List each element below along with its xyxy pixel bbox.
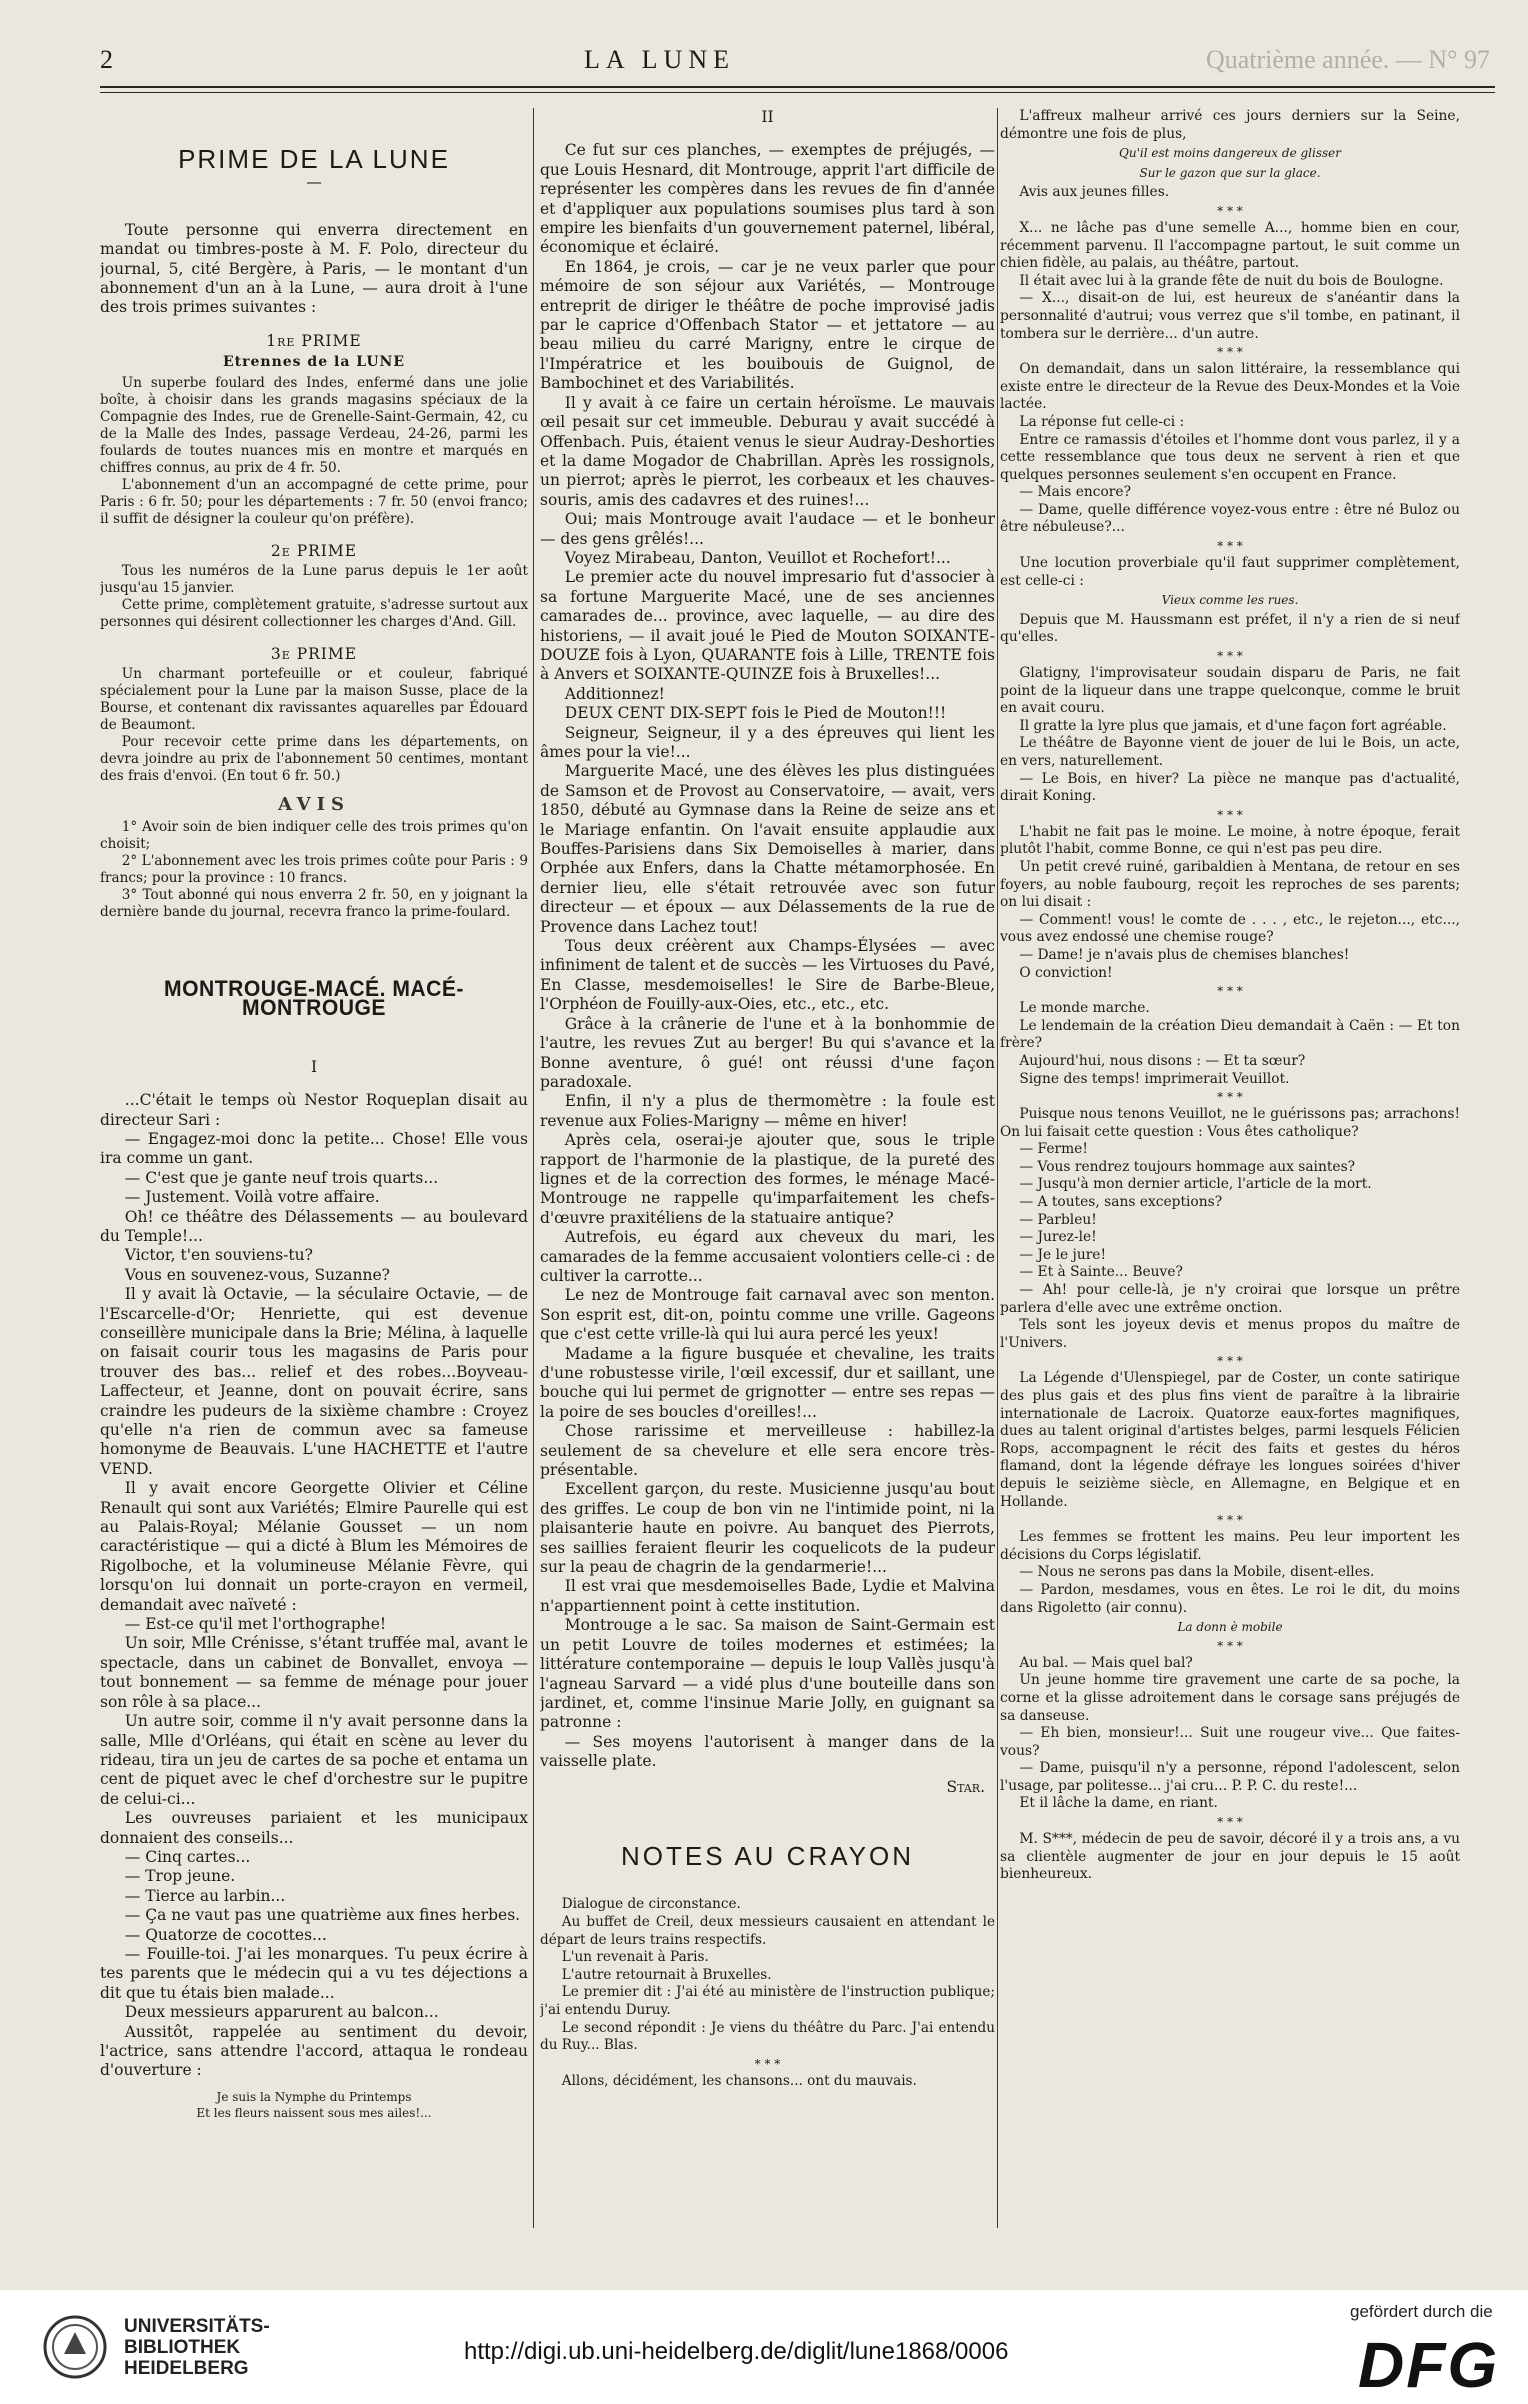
quote-line: La donn è mobile — [1177, 1620, 1283, 1635]
chapter-number-2: II — [761, 108, 774, 126]
note-paragraph: — Pardon, mesdames, vous en êtes. Le roi le dit, du moins dans Rigoletto (air connu). — [1000, 1581, 1460, 1616]
story-paragraph: Le nez de Montrouge fait carnaval avec son menton. Son esprit est, dit-on, pointu comme une vrille. Gageons que c'est cette vrille-là qui lui aura percé les yeux! — [540, 1286, 995, 1344]
chapter-number-1: I — [310, 1057, 318, 1076]
uni-line-2: BIBLIOTHEK — [124, 2336, 241, 2358]
story-title: MONTROUGE-MACÉ. MACÉ-MONTROUGE — [164, 975, 464, 1021]
note-paragraph: — Eh bien, monsieur!... Suit une rougeur vive... Que faites-vous? — [1000, 1725, 1460, 1759]
story-paragraph: Ce fut sur ces planches, — exemptes de préjugés, — que Louis Hesnard, dit Montrouge, apprit l'art difficile de représenter les compères dans les revues de fin d'année et d'appliquer aux populations soumises plus tard à son empire les bienfaits d'un gouvernement paternel, libéral, économique et éclairé. — [540, 141, 995, 257]
story-paragraph: — Ses moyens l'autorisent à manger dans de la vaisselle plate. — [540, 1732, 995, 1771]
note-paragraph: Depuis que M. Haussmann est préfet, il n'y a rien de si neuf qu'elles. — [1000, 611, 1460, 646]
note-paragraph: Il était avec lui à la grande fête de nuit du bois de Boulogne. — [1019, 272, 1444, 289]
story-paragraph: Un soir, Mlle Crénisse, s'étant truffée mal, avant le spectacle, dans un cabinet de Bonvallet, envoya — tout bonnement — sa femme de ménage pour jouer son rôle à sa place... — [100, 1634, 528, 1711]
prime-title: PRIME DE LA LUNE — [178, 144, 450, 174]
prime3-text: Un charmant portefeuille or et couleur, fabriqué spécialement pour la Lune par la maison Susse, place de la Bourse, et contenant dix ravissantes aquarelles par Édouard de Beaumont. — [100, 666, 528, 734]
story-paragraph: Victor, t'en souviens-tu? — [124, 1246, 313, 1265]
prime1-subheading: Etrennes de la LUNE — [222, 354, 406, 371]
note-paragraph: X... ne lâche pas d'une semelle A..., homme bien en cour, récemment parvenu. Il l'accompagne partout, le suit comme un chien fidèle, au palais, au théâtre, partout. — [1000, 219, 1460, 272]
note-paragraph: Une locution proverbiale qu'il faut supprimer complètement, est celle-ci : — [1000, 555, 1460, 589]
uni-line-1: UNIVERSITÄTS- — [124, 2315, 270, 2337]
verse-line-2: Et les fleurs naissent sous mes ailes!... — [196, 2105, 432, 2120]
quote-line: Vieux comme les rues. — [1161, 593, 1299, 608]
note-paragraph: Aujourd'hui, nous disons : — Et ta sœur? — [1019, 1052, 1306, 1069]
note-paragraph: — Jurez-le! — [1019, 1229, 1097, 1246]
note-paragraph: — A toutes, sans exceptions? — [1019, 1194, 1223, 1211]
note-paragraph: — Dame, quelle différence voyez-vous entre : être né Buloz ou être nébuleuse?... — [1000, 501, 1460, 536]
section-separator: * * * — [1217, 1354, 1243, 1369]
story-paragraph: Un autre soir, comme il n'y avait personne dans la salle, Mlle d'Orléans, qui était en scène au lever du rideau, tira un jeu de cartes de sa poche et entama un cent de piquet avec le chef d'orchestre sur le pupitre de celui-ci... — [100, 1712, 528, 1808]
page-header — [100, 40, 1490, 80]
story-paragraph: Chose rarissime et merveilleuse : habillez-la seulement de sa chevelure et elle sera encore très-présentable. — [540, 1422, 995, 1480]
prime2-text2: Cette prime, complètement gratuite, s'adresse surtout aux personnes qui désirent collectionner les charges d'And. Gill. — [100, 597, 528, 631]
verse-line: Sur le gazon que sur la glace. — [1139, 165, 1321, 180]
note-paragraph: La réponse fut celle-ci : — [1019, 413, 1185, 430]
story-paragraph: En 1864, je crois, — car je ne veux parler que pour mémoire de son séjour aux Variétés, — Montrouge entreprit de diriger le théâtre de poche improvisé jadis par le caprice d'Offenbach Stator — et jettatore — au beau milieu du carré Marigny, entre le cirque de l'Impératrice et les bouibouis de Guignol, de Bambochinet et des Variabilités. — [540, 257, 995, 393]
story-paragraph: Il y avait à ce faire un certain héroïsme. Le mauvais œil pesait sur cet immeuble. Deburau y avait succédé à Offenbach. Puis, étaient venus le sieur Audray-Deshorties et la dame Mogador de Chabrillan. Après les rossignols, un pierrot; après le pierrot, les corbeaux et les chauves-souris, amis des cadavres et des ruines!... — [540, 393, 995, 509]
note-paragraph: — X..., disait-on de lui, est heureux de s'anéantir dans la personnalité d'autrui; vous verrez que s'il tombe, en patinant, il tombera sur le derrière... d'un autre. — [1000, 290, 1460, 342]
permalink-url[interactable]: http://digi.ub.uni-heidelberg.de/diglit/lune1868/0006 — [464, 2338, 1009, 2365]
prime-intro: Toute personne qui enverra directement en mandat ou timbres-poste à M. F. Polo, directeur du journal, 5, cité Bergère, à Paris, — le montant d'un abonnement d'un an à la Lune, — aura droit à l'une des trois primes suivantes : — [100, 220, 528, 317]
note-paragraph: Glatigny, l'improvisateur soudain disparu de Paris, ne fait point de la liqueur dans une trappe quelconque, comme le bruit en avait couru. — [1000, 665, 1460, 717]
note-paragraph: M. S***, médecin de peu de savoir, décoré il y a trois ans, a vu sa clientèle augmenter de jour en jour depuis le 15 août bienheureux. — [1000, 1831, 1460, 1883]
story-paragraph: — Trop jeune. — [124, 1867, 236, 1886]
masthead-title: LA LUNE — [583, 45, 735, 74]
note-paragraph: Le premier dit : J'ai été au ministère de l'instruction publique; j'ai entendu Duruy. — [540, 1984, 995, 2018]
note-paragraph: Le monde marche. — [1019, 1000, 1150, 1017]
uni-line-3: HEIDELBERG — [124, 2357, 249, 2379]
note-paragraph: L'un revenait à Paris. — [561, 1949, 709, 1966]
story-paragraph: Tous deux créèrent aux Champs-Élysées — avec infiniment de talent et de succès — les Virtuoses du Pavé, En Classe, mesdemoiselles! le Sire de Barbe-Bleue, l'Orphéon de Fouilly-aux-Oies, etc., etc., etc. — [540, 937, 995, 1014]
section-separator: * * * — [1217, 1638, 1243, 1653]
prime2-text: Tous les numéros de la Lune parus depuis le 1er août jusqu'au 15 janvier. — [100, 563, 528, 597]
column-3 — [1000, 108, 1460, 2233]
university-library-logo[interactable] — [42, 2314, 270, 2380]
note-paragraph: — Vous rendrez toujours hommage aux saintes? — [1019, 1158, 1356, 1175]
story-paragraph: DEUX CENT DIX-SEPT fois le Pied de Mouton!!! — [564, 704, 947, 723]
note-paragraph: — Et à Sainte... Beuve? — [1019, 1264, 1183, 1281]
story-paragraph: Marguerite Macé, une des élèves les plus distinguées de Samson et de Provost au Conservatoire, — avait, vers 1850, débuté au Gymnase dans la Reine de seize ans et le Mariage enfantin. On l'avait ensuite applaudie aux Bouffes-Parisiens dans Six Demoiselles à marier, dans Orphée aux Enfers, dans la Chatte métamorphosée. En dernier lieu, elle s'était retrouvée avec son futur directeur — et époux — aux Délassements de la rue de Provence dans Lachez tout! — [540, 762, 995, 936]
note-paragraph: — Parbleu! — [1019, 1211, 1097, 1228]
avis-heading: AVIS — [277, 794, 351, 816]
story-paragraph: — Quatorze de cocottes... — [124, 1925, 327, 1944]
column-2 — [540, 108, 995, 2233]
note-paragraph: L'habit ne fait pas le moine. Le moine, à notre époque, ferait plutôt l'habit, comme Bonne, ce qui n'est pas peu dire. — [1000, 823, 1460, 858]
story-paragraph: — Justement. Voilà votre affaire. — [124, 1188, 380, 1207]
note-paragraph: Et il lâche la dame, en riant. — [1019, 1795, 1218, 1812]
story-paragraph: Il est vrai que mesdemoiselles Bade, Lydie et Malvina n'appartiennent point à cette institution. — [540, 1577, 995, 1615]
story-paragraph: Montrouge a le sac. Sa maison de Saint-Germain est un petit Louvre de toiles modernes et estimées; la littérature contemporaine — depuis le loup Vallès jusqu'à l'agneau Sarvard — a vidé plus d'une bouteille dans son jardinet, et, comme l'insinue Marie Jolly, en guignant sa patronne : — [540, 1616, 995, 1732]
title-dash: — — [306, 173, 322, 192]
note-paragraph: — Dame, puisqu'il n'y a personne, répond l'adolescent, selon l'usage, par politesse... j'ai cru... P. P. C. du reste!... — [1000, 1760, 1460, 1794]
note-paragraph: Tels sont les joyeux devis et menus propos du maître de l'Univers. — [1000, 1317, 1460, 1351]
section-separator: * * * — [1217, 345, 1243, 360]
story-paragraph: Oui; mais Montrouge avait l'audace — et le bonheur — des gens grêlés!... — [540, 510, 995, 548]
note-paragraph: — Mais encore? — [1019, 484, 1131, 501]
story-paragraph: Il y avait là Octavie, — la séculaire Octavie, — de l'Escarcelle-d'Or; Henriette, qui est devenue conseillère municipale dans la Brie; Mélina, à laquelle on faisait courir tous les magasins de Paris pour trouver des bas... relief et des robes...Boyveau-Laffecteur, et Jeanne, dont on pouvait écrire, sans craindre les pudeurs de la sixième chambre : Croyez qu'elle n'a rien de commun avec sa fameuse homonyme de Beauvais. L'une HACHETTE et l'autre VEND. — [100, 1285, 528, 1478]
note-paragraph: Entre ce ramassis d'étoiles et l'homme dont vous parlez, il y a cette ressemblance que tous deux ne servent à rien et que quelques personnes seulement s'en occupent en France. — [1000, 431, 1460, 483]
section-separator: * * * — [1217, 203, 1243, 218]
story-paragraph: — Est-ce qu'il met l'orthographe! — [124, 1615, 387, 1634]
avis-item-1: 1° Avoir soin de bien indiquer celle des trois primes qu'on choisit; — [100, 818, 528, 852]
prime3-heading: 3e PRIME — [270, 645, 358, 664]
note-paragraph: — Jusqu'à mon dernier article, l'article de la mort. — [1019, 1176, 1372, 1193]
story-paragraph: — Cinq cartes... — [124, 1847, 251, 1866]
story-paragraph: Deux messieurs apparurent au balcon... — [124, 2003, 439, 2022]
story-paragraph: Vous en souvenez-vous, Suzanne? — [124, 1265, 390, 1284]
digitization-footer — [0, 2290, 1528, 2404]
story-paragraph: Aussitôt, rappelée au sentiment du devoir, l'actrice, sans attendre l'accord, attaqua le rondeau d'ouverture : — [100, 2022, 528, 2080]
note-paragraph: — Ah! pour celle-là, je n'y croirai que lorsque un prêtre parlera d'elle avec une extrême onction. — [1000, 1282, 1460, 1316]
verse-line: Qu'il est moins dangereux de glisser — [1119, 146, 1341, 161]
section-separator: * * * — [1217, 539, 1243, 554]
story-paragraph: — C'est que je gante neuf trois quarts... — [124, 1168, 439, 1187]
story-paragraph: Enfin, il n'y a plus de thermomètre : la foule est revenue aux Folies-Marigny — même en hiver! — [540, 1092, 995, 1130]
header-rule-bottom — [100, 92, 1495, 93]
dfg-logo[interactable]: DFG — [1358, 2329, 1500, 2401]
note-paragraph: O conviction! — [1019, 964, 1113, 981]
section-separator: * * * — [1217, 807, 1243, 822]
story-paragraph: Oh! ce théâtre des Délassements — au boulevard du Temple!... — [100, 1207, 528, 1245]
note-paragraph: Avis aux jeunes filles. — [1019, 184, 1170, 201]
avis-item-2: 2° L'abonnement avec les trois primes coûte pour Paris : 9 francs; pour la province : 10 francs. — [100, 852, 528, 886]
story-paragraph: — Fouille-toi. J'ai les monarques. Tu peux écrire à tes parents que le médecin qui a vu tes déjections a dit que tu étais bien malade... — [100, 1944, 528, 2002]
note-paragraph: — Ferme! — [1019, 1141, 1088, 1158]
story-paragraph: Il y avait encore Georgette Olivier et Céline Renault qui sont aux Variétés; Elmire Paurelle qui est au Palais-Royal; Mélanie Gousset — un nom caractéristique — qui a dicté à Blum les Mémoires de Rigolboche, et la volumineuse Mélanie Fèvre, qui lorsqu'on lui donnait un porte-crayon en vermeil, demandait avec naïveté : — [100, 1479, 528, 1614]
story-paragraph: Madame a la figure busquée et chevaline, les traits d'une robustesse virile, l'œil excessif, dur et saillant, une bouche qui lui permet de grignotter — entre ses repas — la poire de ses boucles d'oreilles!... — [540, 1344, 995, 1421]
note-paragraph: Au buffet de Creil, deux messieurs causaient en attendant le départ de leurs trains respectifs. — [540, 1913, 995, 1948]
page-number: 2 — [100, 45, 113, 74]
story-paragraph: Grâce à la crânerie de l'une et à la bonhommie de l'autre, les revues Zut au berger! Bu qui s'avance et la Bonne aventure, ô gué! ont réussi d'une façon paradoxale. — [540, 1014, 995, 1091]
note-paragraph: Un petit crevé ruiné, garibaldien à Mentana, de retour en ses foyers, au noble faubourg, reçoit les reproches de ses parents; on lui disait : — [1000, 858, 1460, 911]
note-paragraph: Puisque nous tenons Veuillot, ne le guérissons pas; arrachons! On lui faisait cette question : Vous êtes catholique? — [1000, 1106, 1460, 1140]
prime3-text2: Pour recevoir cette prime dans les départements, on devra joindre au prix de l'abonnement 50 centimes, montant des frais d'envoi. (En tout 6 fr. 50.) — [100, 734, 528, 785]
note-paragraph: — Le Bois, en hiver? La pièce ne manque pas d'actualité, dirait Koning. — [1000, 770, 1460, 805]
story-paragraph: Après cela, oserai-je ajouter que, sous le triple rapport de l'harmonie de la plastique, de la pureté des lignes et de la correction des formes, le ménage Macé-Montrouge ne rappelle qu'imparfaitement les chefs-d'œuvre praxitéliens de la statuaire antique? — [540, 1131, 995, 1227]
note-paragraph: — Dame! je n'avais plus de chemises blanches! — [1019, 946, 1350, 963]
note-paragraph: Au bal. — Mais quel bal? — [1019, 1654, 1193, 1671]
note-paragraph: Le théâtre de Bayonne vient de jouer de lui le Bois, un acte, en vers, naturellement. — [1000, 735, 1460, 769]
story-paragraph: Autrefois, eu égard aux cheveux du mari, les camarades de la femme accusaient volontiers celle-ci : de cultiver la carrotte... — [540, 1228, 995, 1285]
section-separator: * * * — [1217, 1090, 1243, 1105]
avis-item-3: 3° Tout abonné qui nous enverra 2 fr. 50, en y joignant la dernière bande du journal, recevra franco la prime-foulard. — [100, 886, 528, 920]
story-paragraph: ...C'était le temps où Nestor Roqueplan disait au directeur Sari : — [100, 1091, 528, 1129]
note-paragraph: L'affreux malheur arrivé ces jours derniers sur la Seine, démontre une fois de plus, — [1000, 108, 1460, 142]
note-paragraph: Il gratte la lyre plus que jamais, et d'une façon fort agréable. — [1019, 717, 1447, 734]
story-paragraph: — Engagez-moi donc la petite... Chose! Elle vous ira comme un gant. — [100, 1129, 528, 1168]
notes-section — [540, 1896, 995, 2090]
note-paragraph: Le lendemain de la création Dieu demandait à Caën : — Et ton frère? — [1000, 1017, 1460, 1052]
story-paragraph: Les ouvreuses pariaient et les municipaux donnaient des conseils... — [100, 1809, 528, 1847]
column-divider-1 — [533, 108, 534, 2228]
note-paragraph: Signe des temps! imprimerait Veuillot. — [1019, 1070, 1290, 1087]
column-divider-2 — [997, 108, 998, 2228]
header-rule-top — [100, 86, 1495, 88]
note-paragraph: La Légende d'Ulenspiegel, par de Coster, un conte satirique des plus gais et des plus fins vient de paraître à la librairie internationale de Lacroix. Quatorze eaux-fortes magnifiques, dues au talent original d'artistes belges, parmi lesquels Félicien Rops, accompagnent le récit des faits et gestes du héros flamand, dont la légende défraye les longues soirées d'hiver depuis le seizième siècle, en Allemagne, en Belgique et en Hollande. — [1000, 1370, 1460, 1510]
prime1-text2: L'abonnement d'un an accompagné de cette prime, pour Paris : 6 fr. 50; pour les départements : 7 fr. 50 (envoi franco; il suffit de désigner la couleur qu'on préfère). — [100, 476, 528, 527]
note-paragraph: Dialogue de circonstance. — [561, 1896, 741, 1913]
note-paragraph: Les femmes se frottent les mains. Peu leur importent les décisions du Corps législatif. — [1000, 1529, 1460, 1563]
university-library-name — [124, 2316, 270, 2379]
note-paragraph: — Je le jure! — [1019, 1246, 1107, 1263]
story-paragraph: — Tierce au larbin... — [124, 1886, 286, 1905]
story-paragraph: Seigneur, Seigneur, il y a des épreuves qui lient les âmes pour la vie!... — [540, 723, 995, 761]
note-paragraph: — Nous ne serons pas dans la Mobile, disent-elles. — [1019, 1564, 1375, 1581]
story-paragraph: Voyez Mirabeau, Danton, Veuillot et Rochefort!... — [564, 548, 951, 567]
note-paragraph: Un jeune homme tire gravement une carte de sa poche, la corne et la glisse adroitement dans le corsage sans préjugés de sa danseuse. — [1000, 1672, 1460, 1724]
section-separator: * * * — [1217, 1815, 1243, 1830]
note-paragraph: Allons, décidément, les chansons... ont du mauvais. — [561, 2072, 917, 2089]
story-paragraph: — Ça ne vaut pas une quatrième aux fines herbes. — [124, 1906, 521, 1925]
notes-title: NOTES AU CRAYON — [620, 1840, 914, 1871]
story-paragraph: Excellent garçon, du reste. Musicienne jusqu'au bout des griffes. Le coup de bon vin ne l'intimide point, ni la plaisanterie haute en poivre. Au banquet des Pierrots, ses saillies feraient fleurir les coquelicots de la pudeur sur la peau de chagrin de la gendarmerie!... — [540, 1480, 995, 1577]
note-paragraph: Le second répondit : Je viens du théâtre du Parc. J'ai entendu du Ruy... Blas. — [540, 2019, 995, 2054]
prime2-heading: 2e PRIME — [270, 541, 358, 560]
note-paragraph: L'autre retournait à Bruxelles. — [561, 1966, 772, 1983]
section-separator: * * * — [1217, 649, 1243, 664]
story-paragraph: Additionnez! — [564, 684, 665, 703]
section-separator: * * * — [1217, 984, 1243, 999]
author-signature: Star. — [946, 1777, 985, 1796]
bleed-through-text: Quatrième année. — N° 97 — [1205, 45, 1490, 74]
note-paragraph: — Comment! vous! le comte de . . . , etc., le rejeton..., etc..., vous avez endossé une chemise rouge? — [1000, 911, 1460, 946]
university-seal-icon — [42, 2314, 112, 2380]
funded-by-label: gefördert durch die — [1350, 2302, 1493, 2321]
verse-line-1: Je suis la Nymphe du Printemps — [216, 2089, 412, 2104]
prime1-text: Un superbe foulard des Indes, enfermé dans une jolie boîte, à choisir dans les grands magasins spéciaux de la Compagnie des Indes, rue de Grenelle-Saint-Germain, 42, cu de la Malle des Indes, passage Verdeau, 24-26, parmi les foulards de toutes nuances mis en montre et marqués en chiffres connus, au prix de 4 fr. 50. — [100, 374, 528, 476]
note-paragraph: On demandait, dans un salon littéraire, la ressemblance qui existe entre le directeur de la Revue des Deux-Mondes et la Voie lactée. — [1000, 361, 1460, 413]
column-1 — [100, 108, 528, 2233]
section-separator: * * * — [1217, 1513, 1243, 1528]
prime1-heading: 1re PRIME — [266, 331, 362, 350]
story-paragraph: Le premier acte du nouvel impresario fut d'associer à sa fortune Marguerite Macé, une de ses anciennes camarades de... province, avec laquelle, — au dire des historiens, — il avait joué le Pied de Mouton SOIXANTE-DOUZE fois à Lyon, QUARANTE fois à Lille, TRENTE fois à Anvers et SOIXANTE-QUINZE fois à Bruxelles!... — [540, 568, 995, 684]
section-separator: * * * — [754, 2056, 781, 2071]
